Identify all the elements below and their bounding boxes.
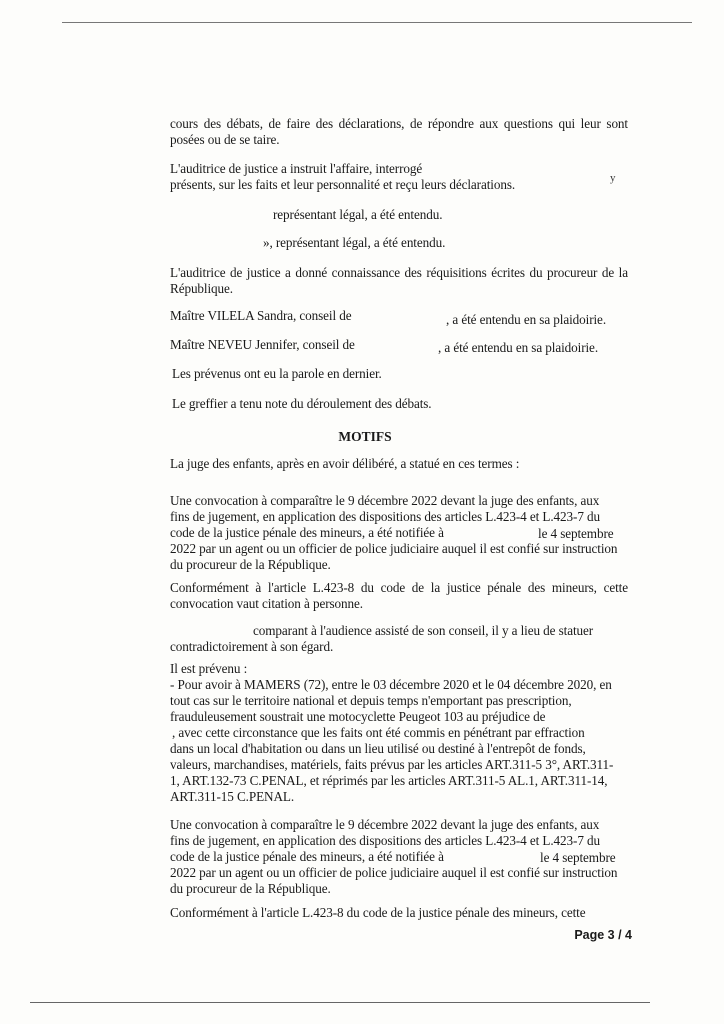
paragraph-counsel-vilela-a: Maître VILELA Sandra, conseil de (170, 308, 352, 323)
paragraph-counsel-neveu-a: Maître NEVEU Jennifer, conseil de (170, 337, 355, 352)
paragraph-charge-line6: dans un local d'habitation ou dans un lieu utilisé ou destiné à l'entrepôt de fonds, (170, 741, 586, 756)
paragraph-summons-1-line5: du procureur de la République. (170, 557, 331, 572)
paragraph-charge-line9: ART.311-15 C.PENAL. (170, 789, 295, 804)
paragraph-debates: cours des débats, de faire des déclarations, de répondre aux questions qui leur sont posées ou de se taire. (170, 116, 628, 147)
paragraph-last-word: Les prévenus ont eu la parole en dernier. (172, 366, 382, 381)
paragraph-summons-1-line4: 2022 par un agent ou un officier de police judiciaire auquel il est confié sur instruction (170, 541, 618, 556)
paragraph-charge-line2: - Pour avoir à MAMERS (72), entre le 03 décembre 2020 et le 04 décembre 2020, en (170, 677, 612, 692)
stray-mark: y (610, 172, 616, 184)
paragraph-charge-line3: tout cas sur le territoire national et depuis temps n'emportant pas prescription, (170, 693, 572, 708)
paragraph-summons-2-line3a: code de la justice pénale des mineurs, a été notifiée à (170, 849, 444, 864)
paragraph-charge-line7: valeurs, marchandises, matériels, faits prévus par les articles ART.311-5 3°, ART.311- (170, 757, 614, 772)
paragraph-summons-2-line5: du procureur de la République. (170, 881, 331, 896)
bottom-rule (30, 1002, 650, 1003)
paragraph-appearance-line2: contradictoirement à son égard. (170, 639, 334, 654)
paragraph-citation-2: Conformément à l'article L.423-8 du code de la justice pénale des mineurs, cette (170, 905, 586, 920)
paragraph-clerk: Le greffier a tenu note du déroulement des débats. (172, 396, 432, 411)
paragraph-counsel-vilela-b: , a été entendu en sa plaidoirie. (446, 312, 607, 327)
paragraph-charge-line5: , avec cette circonstance que les faits ont été commis en pénétrant par effraction (172, 725, 585, 740)
paragraph-appearance-line1: comparant à l'audience assisté de son conseil, il y a lieu de statuer (253, 623, 594, 638)
paragraph-summons-2-line1: Une convocation à comparaître le 9 décembre 2022 devant la juge des enfants, aux (170, 817, 600, 832)
paragraph-legal-rep-2: », représentant légal, a été entendu. (263, 235, 446, 250)
paragraph-charge-line1: Il est prévenu : (170, 661, 248, 676)
paragraph-summons-2-line4: 2022 par un agent ou un officier de police judiciaire auquel il est confié sur instruction (170, 865, 618, 880)
paragraph-summons-1-line3a: code de la justice pénale des mineurs, a été notifiée à (170, 525, 444, 540)
paragraph-summons-1-line2: fins de jugement, en application des dispositions des articles L.423-4 et L.423-7 du (170, 509, 600, 524)
paragraph-summons-2-line2: fins de jugement, en application des dispositions des articles L.423-4 et L.423-7 du (170, 833, 600, 848)
paragraph-counsel-neveu-b: , a été entendu en sa plaidoirie. (438, 340, 599, 355)
paragraph-summons-1-line1: Une convocation à comparaître le 9 décembre 2022 devant la juge des enfants, aux (170, 493, 600, 508)
paragraph-requisitions: L'auditrice de justice a donné connaissance des réquisitions écrites du procureur de la République. (170, 265, 628, 296)
top-rule (62, 22, 692, 23)
paragraph-deliberation: La juge des enfants, après en avoir délibéré, a statué en ces termes : (170, 456, 520, 471)
paragraph-legal-rep-1: représentant légal, a été entendu. (273, 207, 443, 222)
paragraph-citation-1: Conformément à l'article L.423-8 du code de la justice pénale des mineurs, cette convocation vaut citation à personne. (170, 580, 628, 611)
page-number: Page 3 / 4 (574, 928, 632, 942)
section-heading: MOTIFS (338, 429, 392, 444)
paragraph-summons-2-line3b: le 4 septembre (540, 850, 616, 865)
paragraph-charge-line8: 1, ART.132-73 C.PENAL, et réprimés par les articles ART.311-5 AL.1, ART.311-14, (170, 773, 608, 788)
paragraph-summons-1-line3b: le 4 septembre (538, 526, 614, 541)
paragraph-charge-line4: frauduleusement soustrait une motocyclette Peugeot 103 au préjudice de (170, 709, 546, 724)
paragraph-instruction-line1: L'auditrice de justice a instruit l'affaire, interrogé (170, 161, 423, 176)
paragraph-instruction-line2: présents, sur les faits et leur personnalité et reçu leurs déclarations. (170, 177, 516, 192)
